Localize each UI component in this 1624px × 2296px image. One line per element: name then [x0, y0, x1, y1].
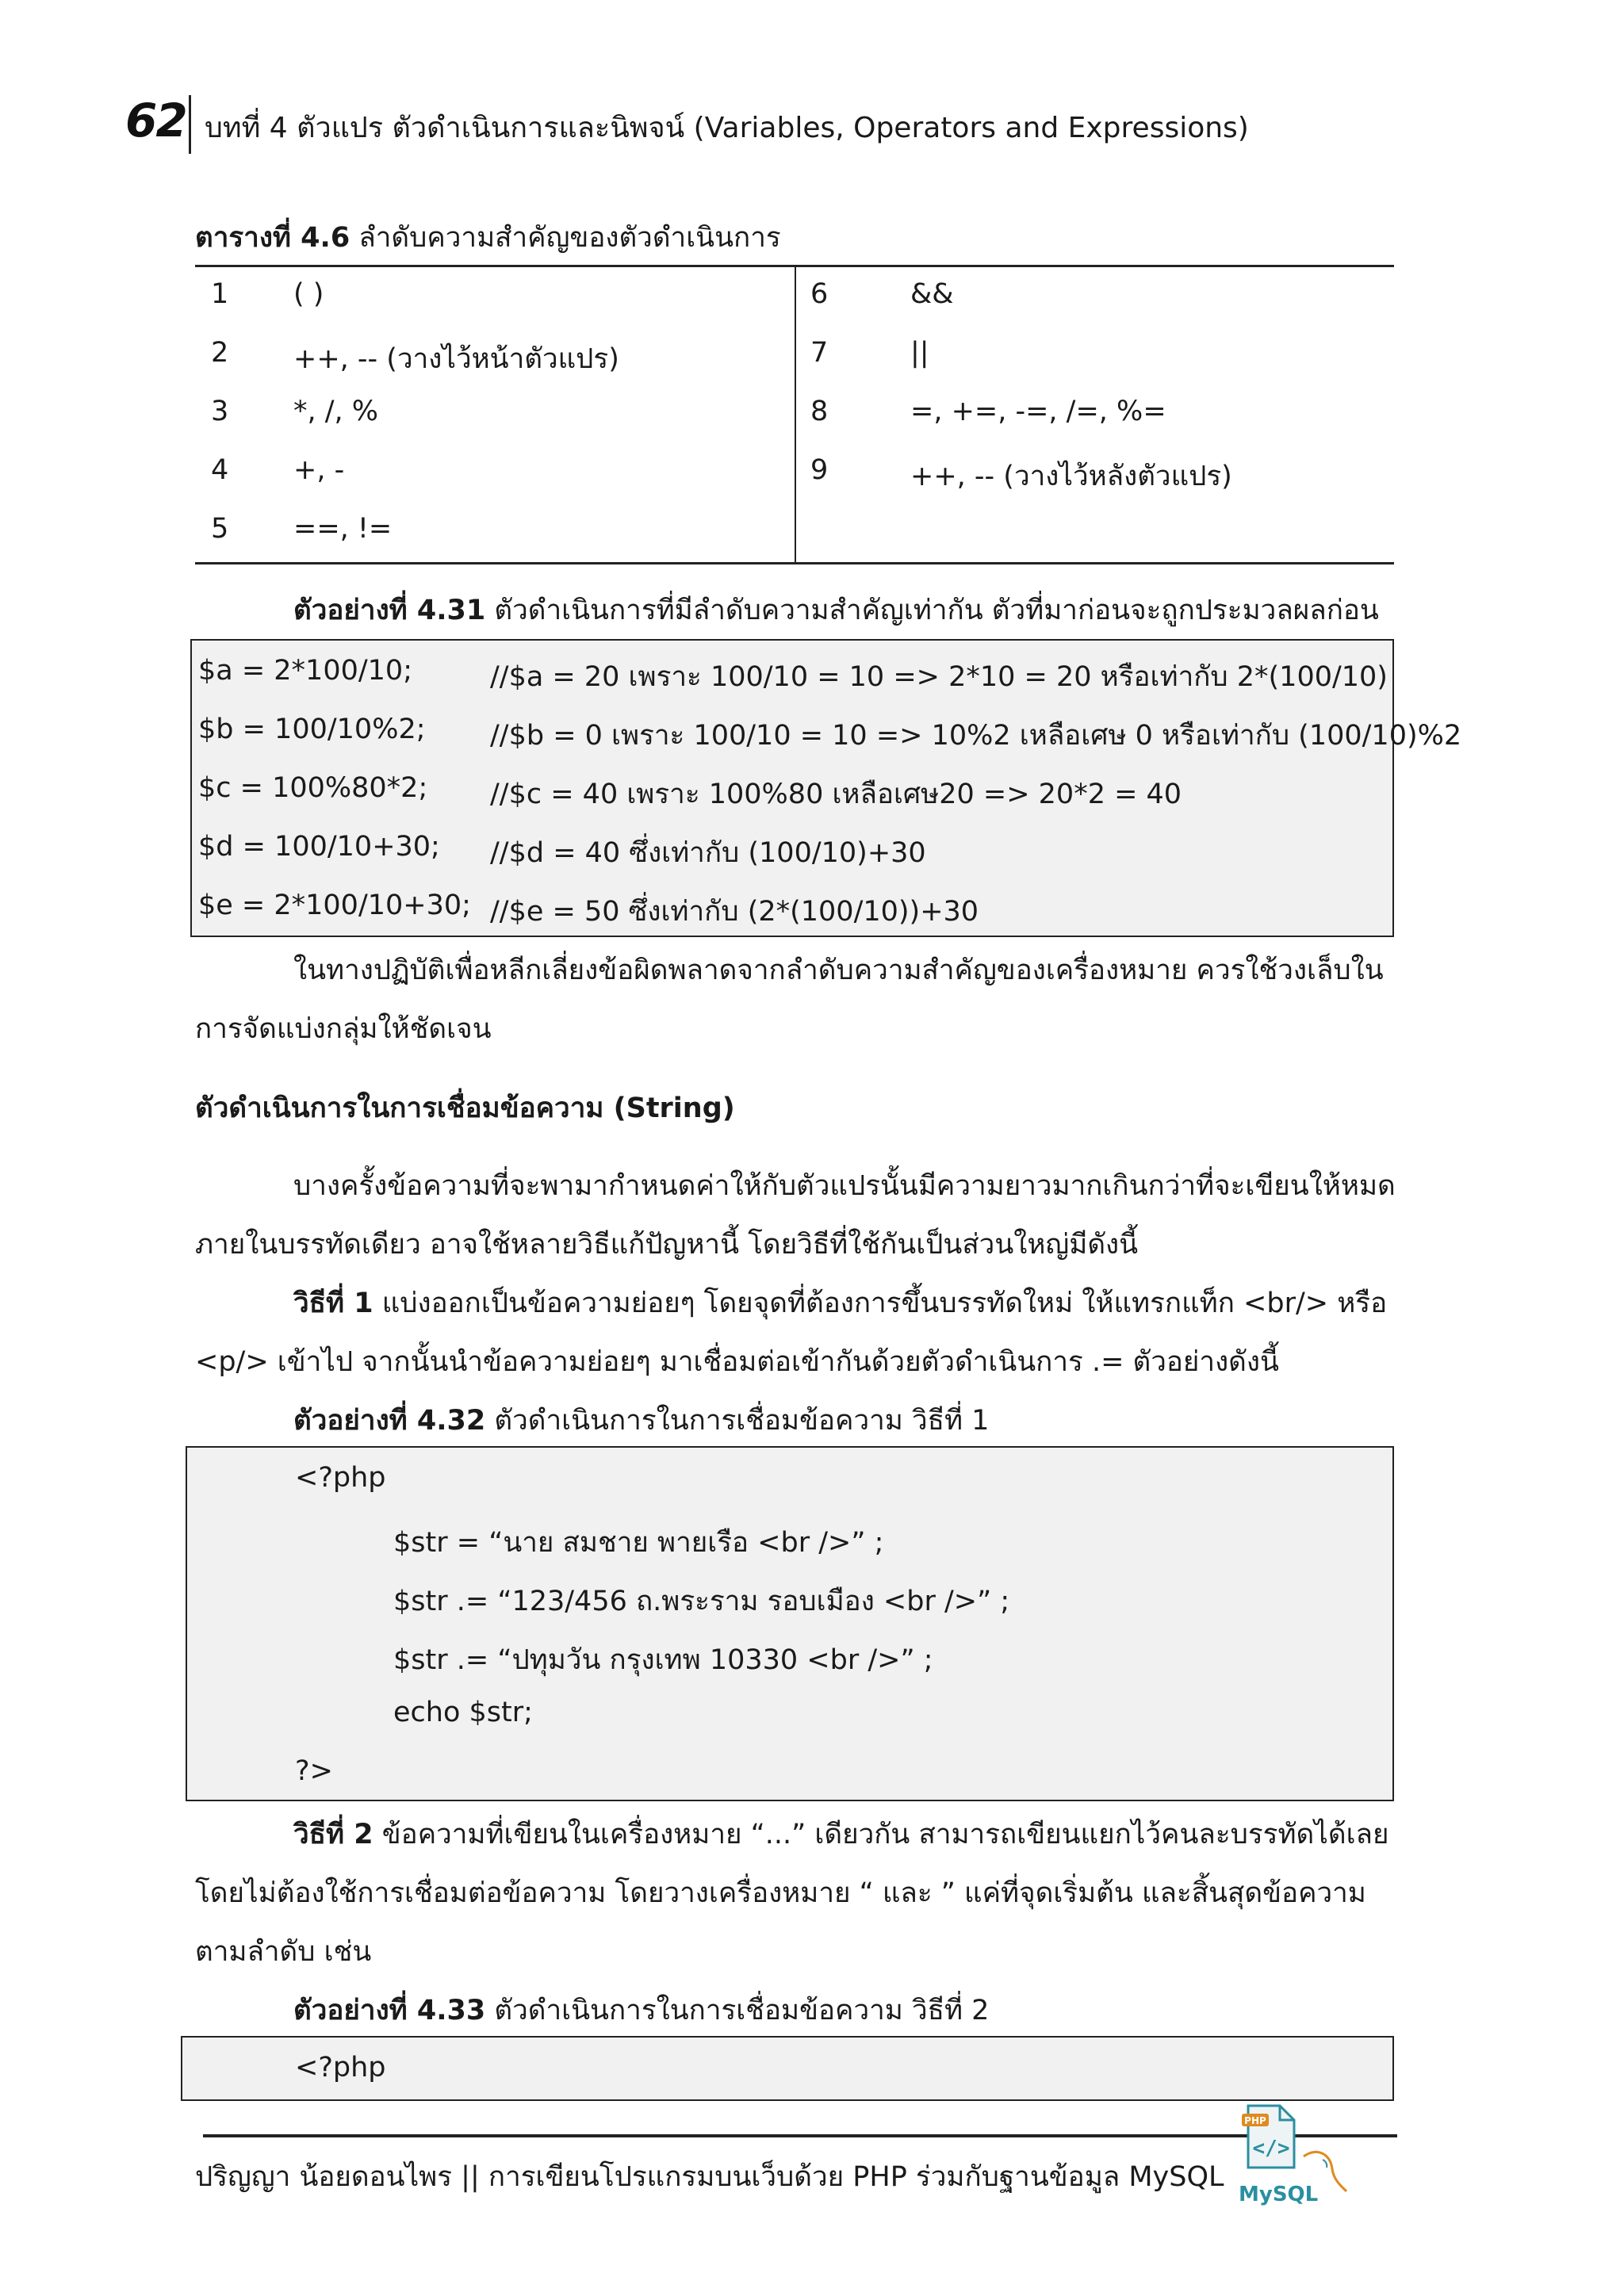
- example-text: ตัวดำเนินการในการเชื่อมข้อความ วิธีที่ 1: [485, 1405, 990, 1437]
- example-label: ตัวอย่างที่ 4.33: [293, 1995, 486, 2026]
- code-comment: //$d = 40 ซึ่งเท่ากับ (100/10)+30: [490, 837, 926, 869]
- table-caption-text: ลำดับความสำคัญของตัวดำเนินการ: [350, 222, 781, 254]
- code-box: [181, 2036, 1394, 2101]
- table-rank: 1: [211, 278, 229, 310]
- code-line: <?php: [295, 1462, 386, 1494]
- table-ops: ( ): [293, 278, 324, 310]
- example-text: ตัวดำเนินการที่มีลำดับความสำคัญเท่ากัน ตัวที่มาก่อนจะถูกประมวลผลก่อน: [485, 595, 1379, 626]
- paragraph-line: การจัดแบ่งกลุ่มให้ชัดเจน: [195, 1013, 492, 1045]
- table-ops: *, /, %: [293, 396, 379, 427]
- footer-divider: [203, 2134, 1397, 2137]
- table-ops: =, +=, -=, /=, %=: [910, 396, 1166, 427]
- paragraph-line: ในทางปฏิบัติเพื่อหลีกเลี่ยงข้อผิดพลาดจากลำดับความสำคัญของเครื่องหมาย ควรใช้วงเล็บใน: [293, 955, 1384, 986]
- method-label: วิธีที่ 1: [293, 1288, 373, 1319]
- example-label: ตัวอย่างที่ 4.32: [293, 1405, 486, 1437]
- example-label: ตัวอย่างที่ 4.31: [293, 595, 486, 626]
- page-number: 62: [125, 94, 186, 147]
- table-ops: ||: [910, 337, 929, 369]
- code-comment: //$b = 0 เพราะ 100/10 = 10 => 10%2 เหลือเศษ 0 หรือเท่ากับ (100/10)%2: [490, 720, 1462, 752]
- table-rank: 8: [810, 396, 829, 427]
- footer-text: ปริญญา น้อยดอนไพร || การเขียนโปรแกรมบนเว็บด้วย PHP ร่วมกับฐานข้อมูล MySQL: [195, 2161, 1224, 2193]
- table-ops: ==, !=: [293, 513, 393, 545]
- code-line: $c = 100%80*2;: [198, 772, 428, 804]
- paragraph-line: <p/> เข้าไป จากนั้นนำข้อความย่อยๆ มาเชื่อมต่อเข้ากันด้วยตัวดำเนินการ .= ตัวอย่างดังนี้: [195, 1346, 1279, 1378]
- method-paragraph: [293, 1281, 1387, 1325]
- example-text: ตัวดำเนินการในการเชื่อมข้อความ วิธีที่ 2: [485, 1995, 990, 2026]
- example-title: [293, 1399, 989, 1442]
- logo-mysql-text: MySQL: [1239, 2183, 1319, 2206]
- paragraph-line: ภายในบรรทัดเดียว อาจใช้หลายวิธีแก้ปัญหานี้ โดยวิธีที่ใช้กันเป็นส่วนใหญ่มีดังนี้: [195, 1229, 1139, 1261]
- table-rank: 3: [211, 396, 229, 427]
- table-ops: &&: [910, 278, 954, 310]
- table-rank: 5: [211, 513, 229, 545]
- header-divider: [189, 95, 191, 154]
- table-column-divider: [795, 267, 796, 562]
- code-comment: //$c = 40 เพราะ 100%80 เหลือเศษ20 => 20*2 = 40: [490, 779, 1182, 810]
- code-line: $str = “นาย สมชาย พายเรือ <br />” ;: [393, 1527, 884, 1559]
- table-caption-label: ตารางที่ 4.6: [195, 222, 350, 254]
- svg-text:</>: </>: [1252, 2137, 1290, 2160]
- table-rank: 2: [211, 337, 229, 369]
- method-paragraph: [293, 1812, 1389, 1856]
- table-ops: +, -: [293, 454, 345, 486]
- method-label: วิธีที่ 2: [293, 1819, 373, 1850]
- code-line: $str .= “ปทุมวัน กรุงเทพ 10330 <br />” ;: [393, 1644, 933, 1676]
- code-line: $a = 2*100/10;: [198, 655, 412, 687]
- code-line: echo $str;: [393, 1697, 533, 1728]
- table-rank: 9: [810, 454, 829, 486]
- precedence-table: [195, 265, 1394, 564]
- table-rank: 6: [810, 278, 829, 310]
- method-text: แบ่งออกเป็นข้อความย่อยๆ โดยจุดที่ต้องการขึ้นบรรทัดใหม่ ให้แทรกแท็ก <br/> หรือ: [373, 1288, 1388, 1319]
- code-line: <?php: [295, 2052, 386, 2084]
- php-file-icon: [1221, 2101, 1364, 2212]
- paragraph-line: บางครั้งข้อความที่จะพามากำหนดค่าให้กับตัวแปรนั้นมีความยาวมากเกินกว่าที่จะเขียนให้หมด: [293, 1170, 1396, 1202]
- example-title: [293, 1988, 989, 2032]
- logo-php-text: PHP: [1244, 2115, 1266, 2126]
- code-line: $d = 100/10+30;: [198, 831, 440, 863]
- table-rank: 7: [810, 337, 829, 369]
- section-heading: ตัวดำเนินการในการเชื่อมข้อความ (String): [195, 1093, 735, 1124]
- table-rank: 4: [211, 454, 229, 486]
- chapter-title: บทที่ 4 ตัวแปร ตัวดำเนินการและนิพจน์ (Variables, Operators and Expressions): [205, 112, 1249, 144]
- code-comment: //$a = 20 เพราะ 100/10 = 10 => 2*10 = 20 หรือเท่ากับ 2*(100/10): [490, 661, 1388, 693]
- code-box: [186, 1446, 1394, 1801]
- paragraph-line: โดยไม่ต้องใช้การเชื่อมต่อข้อความ โดยวางเครื่องหมาย “ และ ” แค่ที่จุดเริ่มต้น และสิ้นสุดข้อความ: [195, 1877, 1366, 1909]
- paragraph-line: ตามลำดับ เช่น: [195, 1936, 372, 1968]
- code-box: [190, 639, 1462, 937]
- code-line: $e = 2*100/10+30;: [198, 890, 471, 921]
- table-caption: [195, 216, 781, 259]
- method-text: ข้อความที่เขียนในเครื่องหมาย “...” เดียวกัน สามารถเขียนแยกไว้คนละบรรทัดได้เลย: [373, 1819, 1389, 1850]
- table-ops: ++, -- (วางไว้หน้าตัวแปร): [293, 343, 619, 375]
- code-line: ?>: [295, 1755, 333, 1787]
- code-line: $str .= “123/456 ถ.พระราม รอบเมือง <br />” ;: [393, 1586, 1010, 1617]
- code-line: $b = 100/10%2;: [198, 714, 426, 745]
- table-ops: ++, -- (วางไว้หลังตัวแปร): [910, 461, 1232, 492]
- example-title: [293, 588, 1379, 632]
- php-mysql-logo: [1221, 2101, 1364, 2212]
- code-comment: //$e = 50 ซึ่งเท่ากับ (2*(100/10))+30: [490, 896, 979, 928]
